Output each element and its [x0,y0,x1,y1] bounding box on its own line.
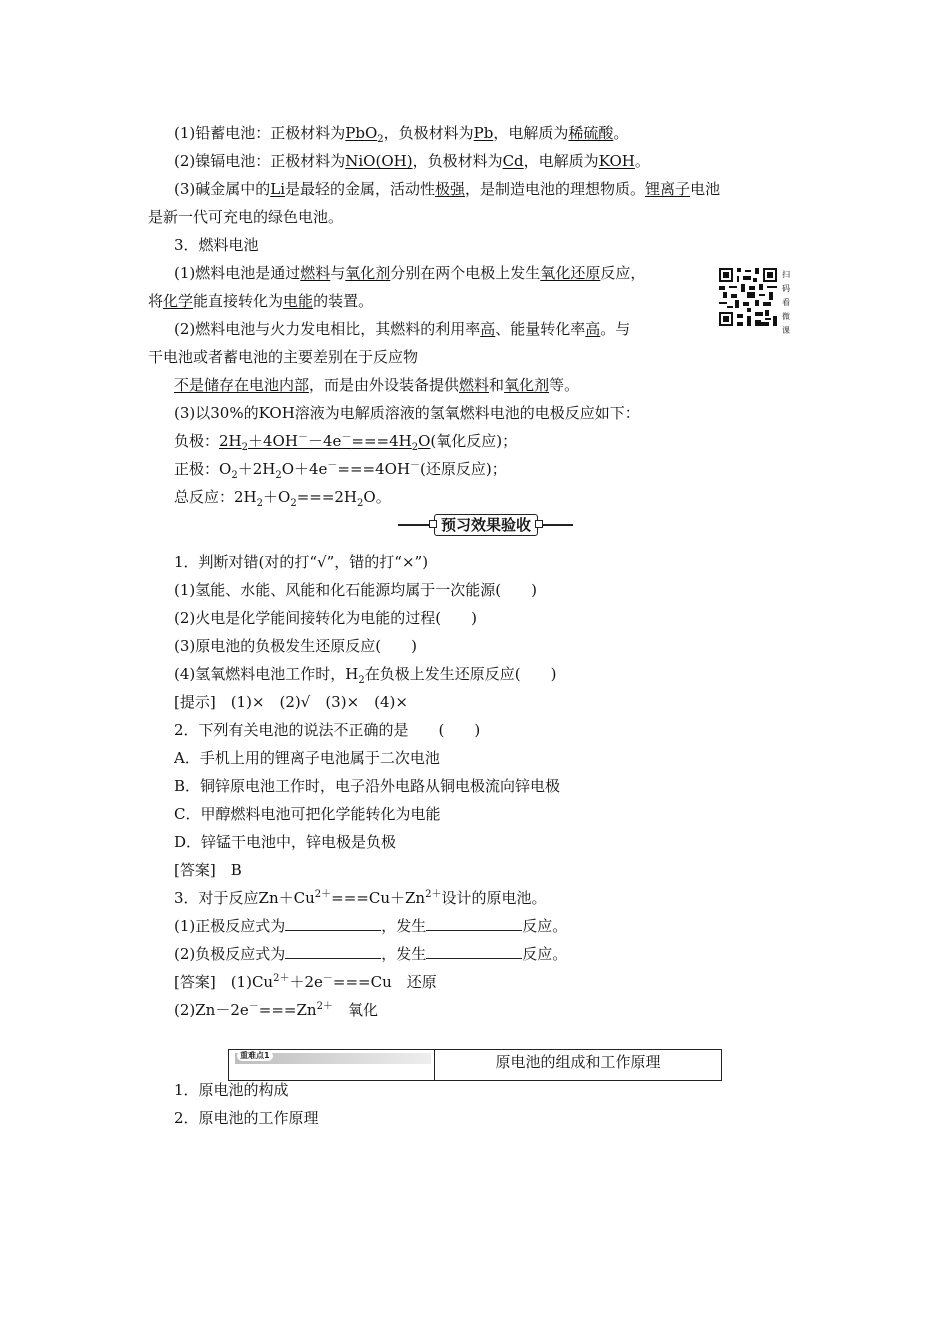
text: (1)铅蓄电池：正极材料为 [174,124,346,142]
question-2-option-c: C．甲醇燃料电池可把化学能转化为电能 [174,805,441,823]
question-1: 1．判断对错(对的打“√”，错的打“×”) [174,553,429,571]
qr-label: 扫码看微课 [782,270,790,335]
alkali-metal-line: (3)碱金属中的Li是最轻的金属，活动性极强，是制造电池的理想物质。锂离子电池 [174,180,721,198]
fuel-cell-compare-line-2: 干电池或者蓄电池的主要差别在于反应物 [148,348,419,366]
question-1-hint: [提示] (1)× (2)√ (3)× (4)× [174,693,408,711]
nickel-cadmium-line: (2)镍镉电池：正极材料为NiO(OH)，负极材料为Cd，电解质为KOH。 [174,152,650,170]
answer-nioOH: NiO(OH) [345,152,413,170]
alkali-metal-line-cont: 是新一代可充电的绿色电池。 [148,208,344,226]
heading-fuel-cell: 3．燃料电池 [174,236,259,254]
key-point-badge-cell [229,1050,435,1080]
answer-cd: Cd [502,152,524,170]
fuel-cell-def-line-cont: 将化学能直接转化为电能的装置。 [148,292,374,310]
answer-blank[interactable] [285,944,381,959]
fuel-cell-def-line: (1)燃料电池是通过燃料与氧化剂分别在两个电极上发生氧化还原反应， [174,264,646,282]
question-1-item-4: (4)氢氧燃料电池工作时，$H_2$在负极上发生还原反应( ) [174,665,557,686]
text: ，电解质为 [493,124,569,142]
section-banner [398,513,573,537]
answer-blank[interactable] [285,916,381,931]
question-1-item-2: (2)火电是化学能间接转化为电能的过程( ) [174,609,477,627]
lead-battery-line [174,123,628,143]
subsection-2: 2．原电池的工作原理 [174,1109,319,1127]
question-2-option-b: B．铜锌原电池工作时，电子沿外电路从铜电极流向锌电极 [174,777,561,795]
answer-blank[interactable] [426,916,522,931]
positive-electrode-equation: 正极：$O_2+2H_2O+4e^-===4OH^-$(还原反应)； [174,460,507,481]
text: ，负极材料为 [383,124,474,142]
negative-electrode-equation: 负极：$2H_2+4OH^--4e^-===4H_2O$(氧化反应)； [174,432,518,453]
answer-pbo2: PbO$_2$ [345,124,384,145]
answer-koh: KOH [598,152,635,170]
key-point-title: 原电池的组成和工作原理 [495,1053,661,1071]
answer-sulfuric-acid: 稀硫酸 [568,124,614,142]
fuel-cell-compare-line: (2)燃料电池与火力发电相比，其燃料的利用率高、能量转化率高。与 [174,320,631,338]
key-point-badge: 重难点1 [237,1051,273,1061]
question-1-item-1: (1)氢能、水能、风能和化石能源均属于一次能源( ) [174,581,537,599]
fuel-cell-compare-line-3: 不是储存在电池内部，而是由外设装备提供燃料和氧化剂等。 [174,376,580,394]
subsection-1: 1．原电池的构成 [174,1081,289,1099]
question-3: 3．对于反应$Zn+Cu^{2+}===Cu+Zn^{2+}$设计的原电池。 [174,889,547,907]
banner-rule-right [538,524,573,526]
question-2: 2．下列有关电池的说法不正确的是 ( ) [174,721,481,739]
answer-li: Li [270,180,286,198]
question-2-answer: [答案] B [174,861,242,879]
question-2-option-d: D．锌锰干电池中，锌电极是负极 [174,833,397,851]
question-1-item-3: (3)原电池的负极发生还原反应( ) [174,637,417,655]
answer-pb: Pb [473,124,494,142]
qr-code-icon[interactable] [719,268,777,326]
answer-blank[interactable] [426,944,522,959]
question-2-option-a: A．手机上用的锂离子电池属于二次电池 [174,749,440,767]
answer-very-strong: 极强 [435,180,466,198]
question-3-item-1: (1)正极反应式为 ，发生 反应。 [174,917,568,935]
text: 。 [613,124,629,142]
koh-fuel-cell-line: (3)以30%的KOH溶液为电解质溶液的氢氧燃料电池的电极反应如下： [174,404,640,422]
question-3-answer-1: [答案] $(1)Cu^{2+}+2e^-===Cu$ 还原 [174,973,437,991]
total-reaction-equation: 总反应：$2H_2+O_2===2H_2O$。 [174,488,391,509]
question-3-item-2: (2)负极反应式为 ，发生 反应。 [174,945,568,963]
answer-lithium-ion: 锂离子 [645,180,691,198]
key-point-header [228,1049,722,1081]
question-3-answer-2: $(2)Zn-2e^-===Zn^{2+}$ 氧化 [174,1001,378,1019]
banner-title: 预习效果验收 [434,514,538,536]
